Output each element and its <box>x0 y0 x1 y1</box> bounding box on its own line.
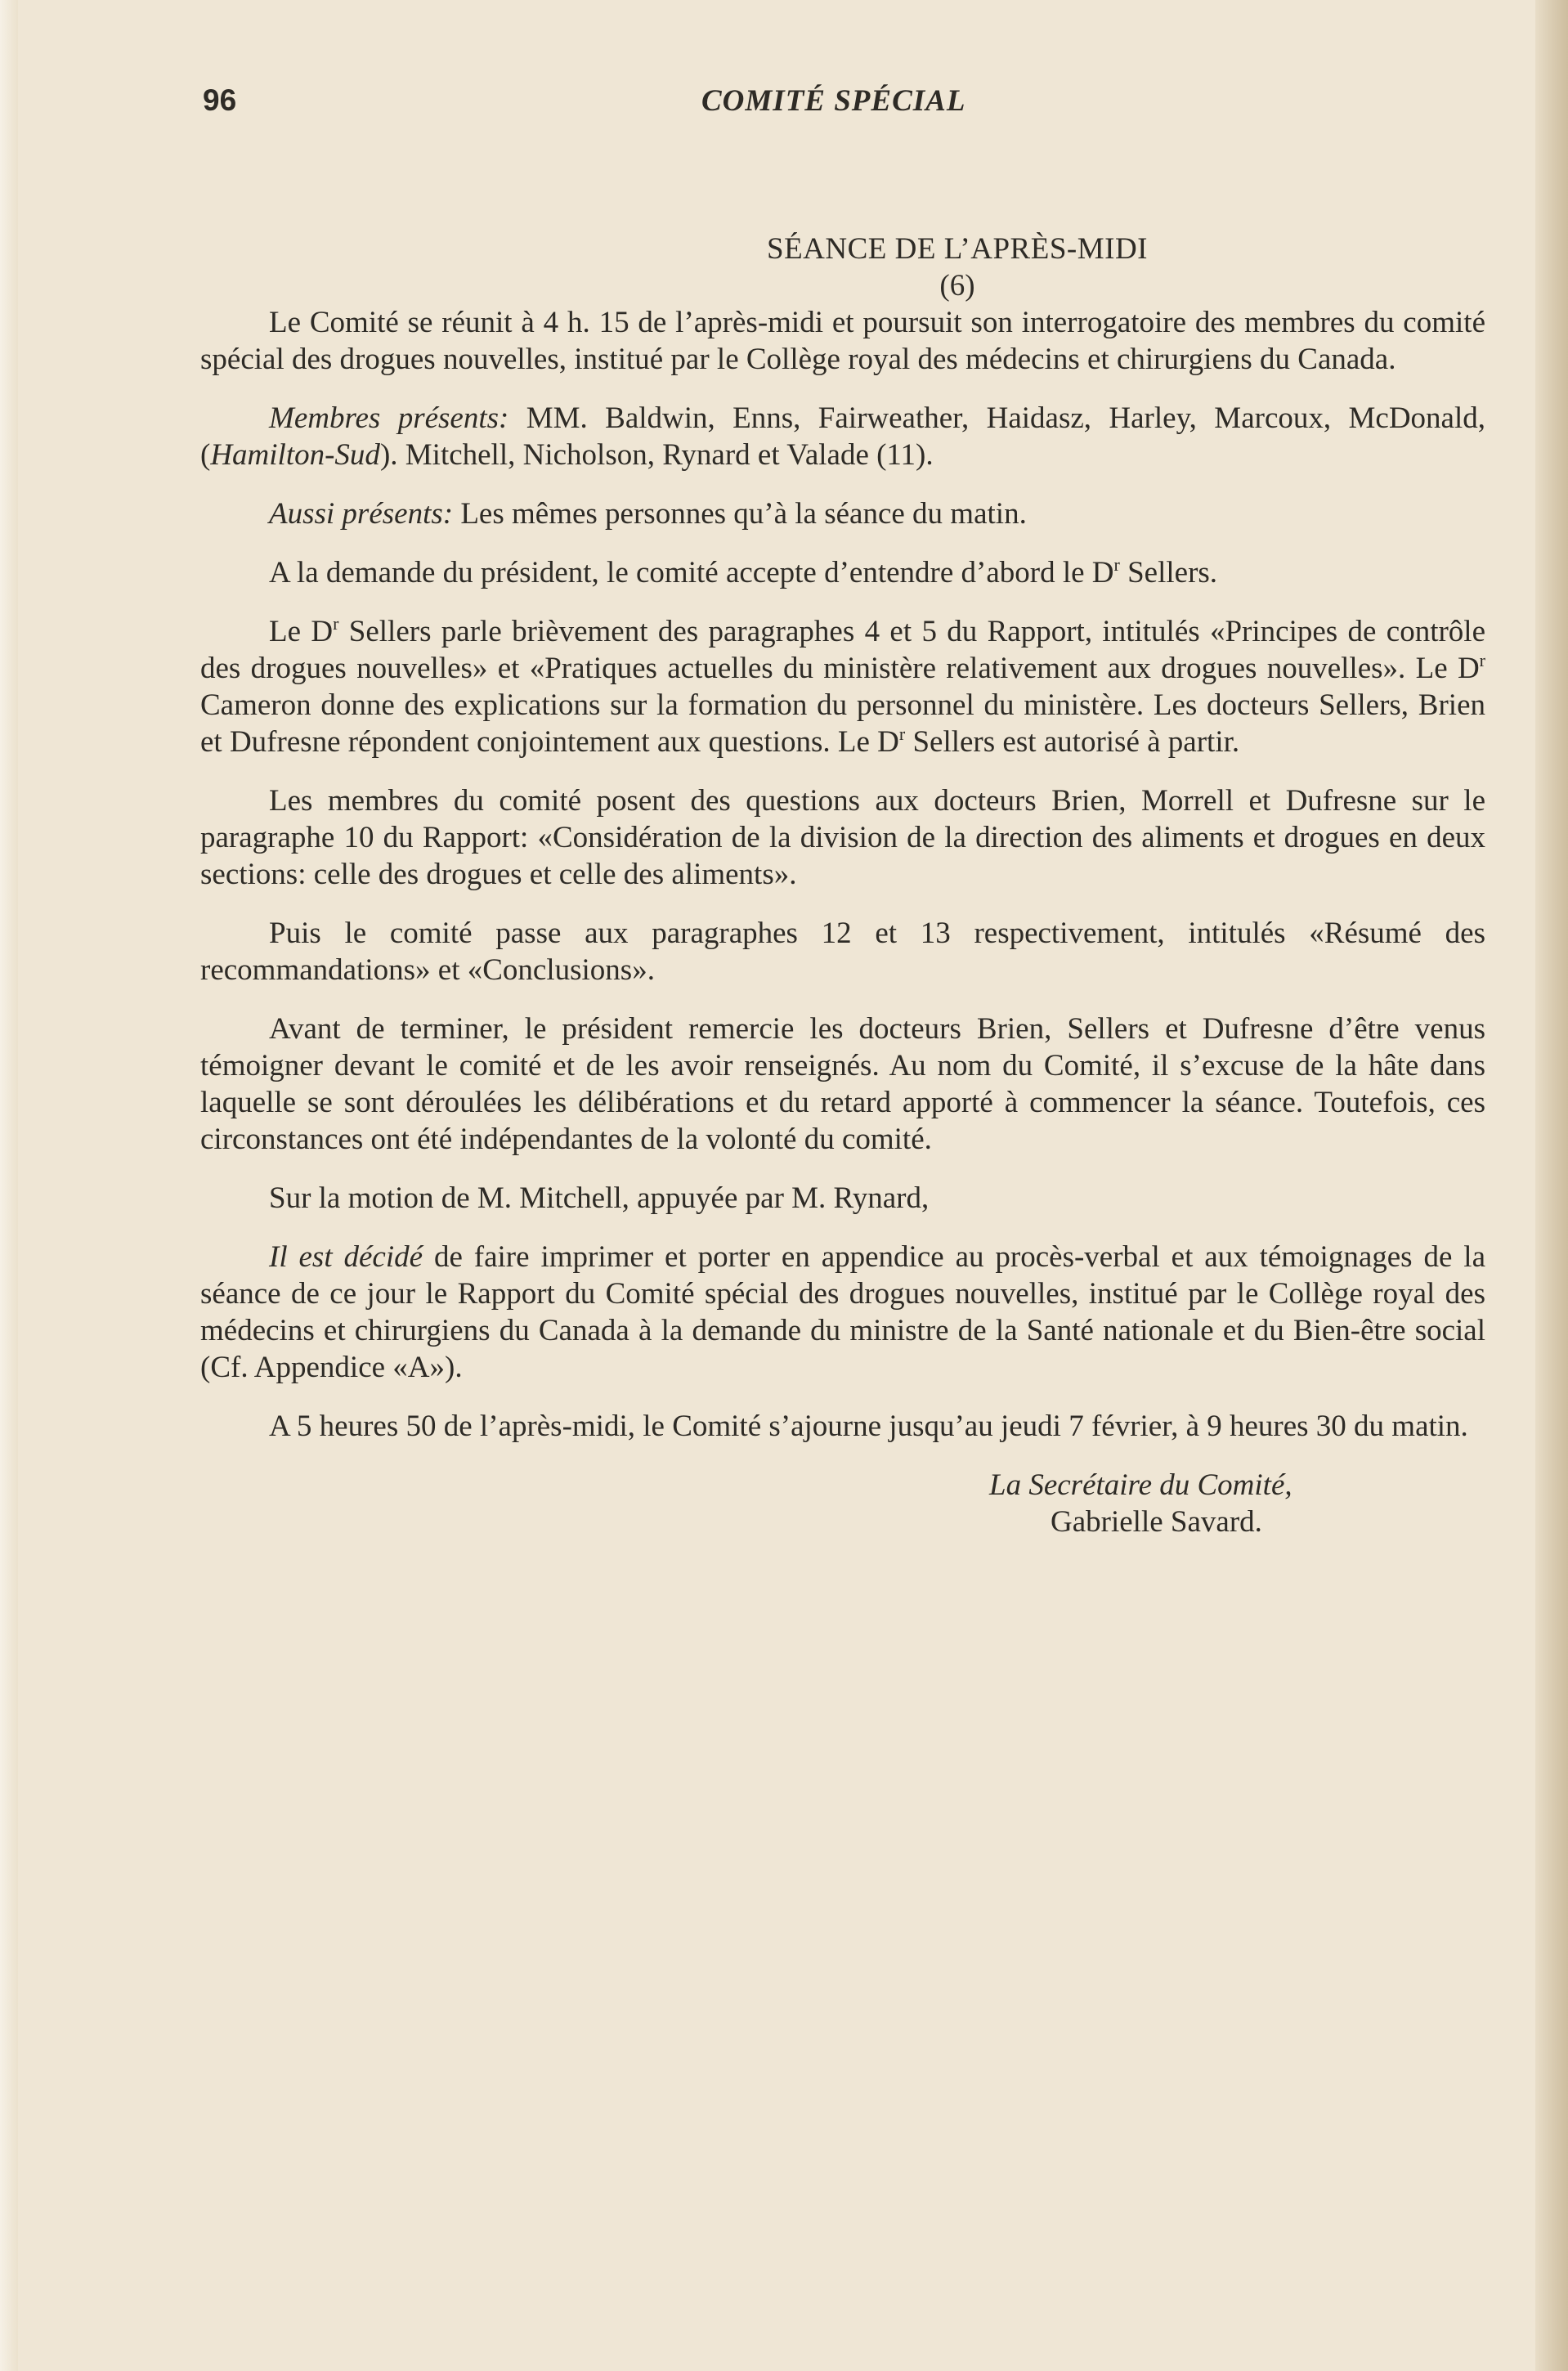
paragraph-next-sections: Puis le comité passe aux paragraphes 12 et 13 respectivement, intitulés «Résumé des recommandations» et «Conclusions». <box>200 917 1485 987</box>
paragraph-members-present <box>200 400 1485 473</box>
session-number: (6) <box>939 269 975 303</box>
paragraph-sellers-report <box>200 613 1485 760</box>
text-run: Sellers. <box>1119 556 1218 589</box>
paragraph-decision <box>200 1239 1485 1386</box>
paragraph-motion: Sur la motion de M. Mitchell, appuyée par M. Rynard, <box>269 1181 930 1215</box>
decision-text: de faire imprimer et porter en appendice au procès-verbal et aux témoignages de la séance de ce jour le Rapport du Comité spécial des drogues nouvelles, institué par le Collège royal des médecins et chirurgiens du Canada à la demande du ministre de la Santé nationale et du Bien-être social (Cf. Appendice «A»). <box>200 1240 1486 1384</box>
session-title: SÉANCE DE L’APRÈS-MIDI <box>767 232 1148 266</box>
document-body <box>200 231 1485 1540</box>
signature-block <box>989 1467 1485 1540</box>
also-present-label: Aussi présents: <box>269 497 454 531</box>
signature-name: Gabrielle Savard. <box>1051 1505 1262 1539</box>
text-run: Le D <box>269 615 334 648</box>
decision-label: Il est décidé <box>269 1240 423 1274</box>
page-header <box>203 83 1478 124</box>
paragraph-thanks: Avant de terminer, le président remercie les docteurs Brien, Sellers et Dufresne d’être venus témoigner devant le comité et de les avoir renseignés. Au nom du Comité, il s’excuse de la hâte dans laquelle se sont déroulées les délibérations et du retard apporté à commencer la séance. Toutefois, ces circonstances ont été indépendantes de la volonté du comité. <box>200 1012 1485 1156</box>
paragraph-questions: Les membres du comité posent des questions aux docteurs Brien, Morrell et Dufresne sur le paragraphe 10 du Rapport: «Considération de la division de la direction des aliments et drogues en deux sections: celle des drogues et celle des aliments». <box>200 784 1485 891</box>
signature-role: La Secrétaire du Comité, <box>989 1468 1292 1502</box>
page-number: 96 <box>203 83 237 117</box>
also-present-text: Les mêmes personnes qu’à la séance du matin. <box>453 497 1027 531</box>
superscript-r: r <box>1113 554 1120 575</box>
text-run: Sellers parle brièvement des paragraphes 4 et 5 du Rapport, intitulés «Principes de contrôle des drogues nouvelles» et «Pratiques actuelles du ministère relativement aux drogues nouvelles». Le D <box>200 615 1485 685</box>
members-list-a: MM. Baldwin, Enns, Fairweather, Haidasz, Harley, Marcoux, McDonald, ( <box>200 401 1485 472</box>
paragraph-also-present <box>200 495 1485 532</box>
page-edge-left <box>0 0 18 2371</box>
superscript-r: r <box>333 613 339 634</box>
text-run: Sellers est autorisé à partir. <box>905 725 1240 759</box>
members-list-b: ). Mitchell, Nicholson, Rynard et Valade (11). <box>379 438 934 472</box>
superscript-r: r <box>1479 650 1485 670</box>
paragraph-hear-sellers <box>200 554 1485 591</box>
paragraph-adjournment: A 5 heures 50 de l’après-midi, le Comité s’ajourne jusqu’au jeudi 7 février, à 9 heures 30 du matin. <box>269 1410 1468 1443</box>
running-head: COMITÉ SPÉCIAL <box>701 84 966 118</box>
page-edge-right <box>1535 0 1568 2371</box>
text-run: Cameron donne des explications sur la formation du personnel du ministère. Les docteurs Sellers, Brien et Dufresne répondent conjointement aux questions. Le D <box>200 688 1485 759</box>
members-present-label: Membres présents: <box>269 401 509 435</box>
text-run: A la demande du président, le comité accepte d’entendre d’abord le D <box>269 556 1114 589</box>
riding-name: Hamilton-Sud <box>210 438 380 472</box>
paragraph-opening: Le Comité se réunit à 4 h. 15 de l’après-midi et poursuit son interrogatoire des membres du comité spécial des drogues nouvelles, institué par le Collège royal des médecins et chirurgiens du Canada. <box>200 306 1485 376</box>
superscript-r: r <box>898 724 906 744</box>
